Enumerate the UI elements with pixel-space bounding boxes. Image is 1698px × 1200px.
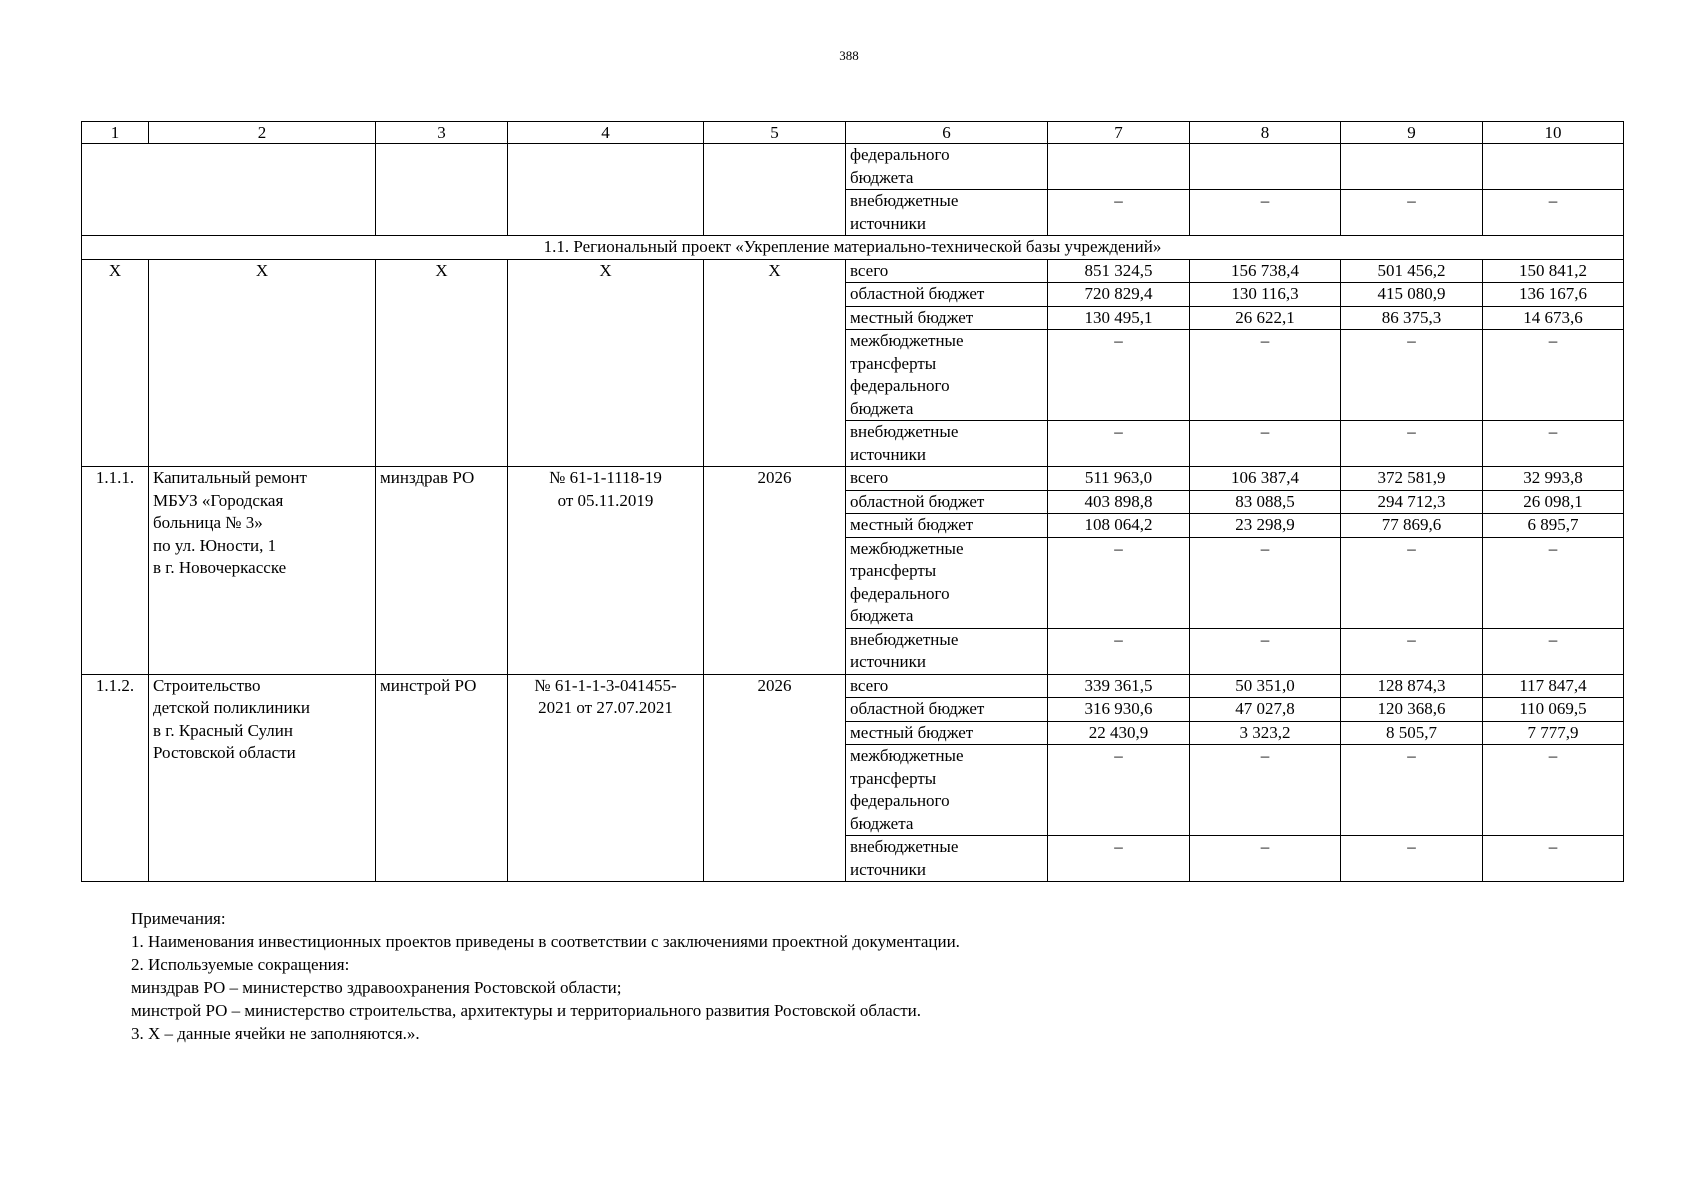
row-label-line: федерального	[850, 376, 950, 395]
value-cell: 120 368,6	[1341, 698, 1483, 722]
section-title-row	[82, 236, 1624, 260]
value-cell: 117 847,4	[1483, 674, 1624, 698]
row-label-line: внебюджетные	[850, 629, 959, 649]
project-org: минздрав РО	[376, 467, 508, 675]
table-row	[82, 144, 1624, 190]
project-name-line: в г. Новочеркасске	[153, 558, 287, 577]
x-mark: Х	[508, 259, 704, 467]
value-cell: 110 069,5	[1483, 698, 1624, 722]
row-label	[846, 283, 1048, 307]
row-label-line: местный бюджет	[850, 515, 974, 534]
value-cell: 3 323,2	[1190, 721, 1341, 745]
empty-cell	[508, 144, 704, 236]
x-mark: Х	[704, 259, 846, 467]
note-line: минздрав РО – министерство здравоохранения Ростовской области;	[131, 978, 622, 997]
note-line: 1. Наименования инвестиционных проектов приведены в соответствии с заключениями проектной документации.	[131, 932, 960, 951]
value-cell: –	[1048, 745, 1190, 836]
col-number: 10	[1483, 122, 1624, 144]
col-number: 3	[376, 122, 508, 144]
row-label-line: местный бюджет	[850, 307, 974, 327]
table-row	[82, 259, 1624, 283]
budget-table	[81, 121, 1624, 882]
value-cell: –	[1341, 628, 1483, 674]
row-label-line: трансферты	[850, 768, 937, 788]
value-cell: –	[1341, 421, 1483, 467]
row-label	[846, 698, 1048, 722]
project-doc	[508, 467, 704, 675]
empty-cell	[376, 144, 508, 236]
value-cell: –	[1341, 537, 1483, 628]
row-label-line: областной бюджет	[850, 284, 985, 303]
row-label	[846, 259, 1048, 283]
row-label	[846, 330, 1048, 421]
row-label-line: межбюджетные	[850, 538, 964, 558]
value-cell: 403 898,8	[1048, 490, 1190, 514]
value-cell: 26 098,1	[1483, 490, 1624, 514]
value-cell: 720 829,4	[1048, 283, 1190, 307]
row-label-line: внебюджетные	[850, 191, 959, 210]
value-cell: 106 387,4	[1190, 467, 1341, 491]
value-cell: 130 116,3	[1190, 283, 1341, 307]
value-cell: –	[1048, 628, 1190, 674]
col-number: 8	[1190, 122, 1341, 144]
value-cell: –	[1048, 190, 1190, 236]
col-number: 7	[1048, 122, 1190, 144]
col-number: 4	[508, 122, 704, 144]
value-cell: 22 430,9	[1048, 721, 1190, 745]
value-cell	[1341, 144, 1483, 190]
value-cell: 136 167,6	[1483, 283, 1624, 307]
row-label-line: источники	[850, 859, 927, 879]
row-label	[846, 490, 1048, 514]
value-cell: 415 080,9	[1341, 283, 1483, 307]
row-label-line: источники	[850, 213, 927, 233]
value-cell: 150 841,2	[1483, 259, 1624, 283]
row-label-line: внебюджетные	[850, 837, 959, 856]
project-year: 2026	[704, 467, 846, 675]
value-cell: 339 361,5	[1048, 674, 1190, 698]
row-label	[846, 721, 1048, 745]
value-cell: 7 777,9	[1483, 721, 1624, 745]
row-label-line: областной бюджет	[850, 699, 985, 718]
value-cell: –	[1190, 190, 1341, 236]
value-cell: –	[1341, 330, 1483, 421]
project-name-line: детской поликлиники	[153, 698, 310, 717]
row-label	[846, 421, 1048, 467]
value-cell: –	[1190, 836, 1341, 882]
project-doc	[508, 674, 704, 882]
value-cell: 32 993,8	[1483, 467, 1624, 491]
row-label-line: всего	[850, 468, 889, 487]
row-label-line: трансферты	[850, 353, 937, 373]
value-cell: 130 495,1	[1048, 306, 1190, 330]
row-label	[846, 537, 1048, 628]
col-number: 6	[846, 122, 1048, 144]
row-label-line: федерального	[850, 583, 950, 603]
value-cell: 26 622,1	[1190, 306, 1341, 330]
row-label	[846, 306, 1048, 330]
value-cell: –	[1048, 421, 1190, 467]
note-line: минстрой РО – министерство строительства, архитектуры и территориального развития Ростовской области.	[131, 1001, 922, 1020]
row-label	[846, 836, 1048, 882]
x-mark: Х	[149, 259, 376, 467]
project-org: минстрой РО	[376, 674, 508, 882]
value-cell: –	[1190, 330, 1341, 421]
value-cell: 501 456,2	[1341, 259, 1483, 283]
value-cell: 128 874,3	[1341, 674, 1483, 698]
value-cell: 6 895,7	[1483, 514, 1624, 538]
project-name-line: Капитальный ремонт	[153, 468, 307, 487]
section-title: 1.1. Региональный проект «Укрепление материально-технической базы учреждений»	[82, 236, 1624, 260]
note-line: 2. Используемые сокращения:	[131, 955, 350, 974]
row-label-line: местный бюджет	[850, 722, 974, 742]
x-mark: Х	[82, 259, 149, 467]
project-number: 1.1.2.	[82, 674, 149, 882]
project-number: 1.1.1.	[82, 467, 149, 675]
row-label-line: источники	[850, 444, 927, 464]
notes	[131, 907, 1581, 1045]
value-cell: –	[1190, 421, 1341, 467]
value-cell	[1190, 144, 1341, 190]
table-body	[82, 122, 1624, 882]
project-name	[149, 674, 376, 882]
empty-cell	[82, 144, 376, 236]
value-cell: 23 298,9	[1190, 514, 1341, 538]
project-name-line: МБУЗ «Городская	[153, 490, 284, 510]
project-name-line: по ул. Юности, 1	[153, 535, 277, 555]
col-number: 9	[1341, 122, 1483, 144]
value-cell: –	[1483, 190, 1624, 236]
project-name-line: Строительство	[153, 675, 261, 695]
project-name-line: Ростовской области	[153, 743, 296, 762]
value-cell: 86 375,3	[1341, 306, 1483, 330]
value-cell: –	[1341, 836, 1483, 882]
row-label-line: областной бюджет	[850, 491, 985, 511]
row-label-line: источники	[850, 652, 927, 671]
project-name-line: больница № 3»	[153, 513, 263, 532]
project-doc-line: 2021 от 27.07.2021	[538, 698, 673, 717]
row-label	[846, 674, 1048, 698]
value-cell: –	[1483, 836, 1624, 882]
note-line: 3. Х – данные ячейки не заполняются.».	[131, 1024, 420, 1043]
row-label-line: бюджета	[850, 167, 914, 187]
x-mark: Х	[376, 259, 508, 467]
value-cell: –	[1048, 836, 1190, 882]
value-cell: –	[1483, 330, 1624, 421]
project-doc-line: от 05.11.2019	[557, 490, 654, 510]
col-number: 1	[82, 122, 149, 144]
value-cell: –	[1190, 745, 1341, 836]
table-row	[82, 674, 1624, 698]
row-label	[846, 745, 1048, 836]
row-label	[846, 190, 1048, 236]
row-label-line: бюджета	[850, 813, 914, 833]
value-cell: 77 869,6	[1341, 514, 1483, 538]
value-cell: 511 963,0	[1048, 467, 1190, 491]
empty-cell	[704, 144, 846, 236]
value-cell: –	[1341, 745, 1483, 836]
value-cell: 47 027,8	[1190, 698, 1341, 722]
table-row	[82, 467, 1624, 491]
col-number: 5	[704, 122, 846, 144]
value-cell	[1048, 144, 1190, 190]
value-cell: 156 738,4	[1190, 259, 1341, 283]
project-doc-line: № 61-1-1118-19	[549, 468, 662, 487]
value-cell: 8 505,7	[1341, 721, 1483, 745]
row-label-line: всего	[850, 260, 889, 280]
project-year: 2026	[704, 674, 846, 882]
value-cell: 851 324,5	[1048, 259, 1190, 283]
value-cell	[1483, 144, 1624, 190]
row-label	[846, 514, 1048, 538]
project-doc-line: № 61-1-1-3-041455-	[534, 675, 677, 695]
value-cell: –	[1048, 537, 1190, 628]
value-cell: –	[1190, 537, 1341, 628]
value-cell: –	[1341, 190, 1483, 236]
column-number-row	[82, 122, 1624, 144]
value-cell: 294 712,3	[1341, 490, 1483, 514]
value-cell: 83 088,5	[1190, 490, 1341, 514]
page-number: 388	[839, 48, 859, 63]
value-cell: –	[1483, 537, 1624, 628]
value-cell: –	[1048, 330, 1190, 421]
project-name	[149, 467, 376, 675]
row-label-line: федерального	[850, 791, 950, 810]
notes-title: Примечания:	[131, 909, 226, 928]
row-label	[846, 144, 1048, 190]
row-label-line: бюджета	[850, 398, 914, 418]
row-label-line: внебюджетные	[850, 422, 959, 441]
row-label-line: всего	[850, 675, 889, 695]
row-label-line: федерального	[850, 145, 950, 164]
col-number: 2	[149, 122, 376, 144]
row-label-line: межбюджетные	[850, 746, 964, 765]
value-cell: 316 930,6	[1048, 698, 1190, 722]
project-name-line: в г. Красный Сулин	[153, 720, 293, 740]
value-cell: 50 351,0	[1190, 674, 1341, 698]
row-label-line: бюджета	[850, 606, 914, 625]
value-cell: –	[1483, 628, 1624, 674]
row-label	[846, 628, 1048, 674]
row-label-line: трансферты	[850, 561, 937, 580]
value-cell: 108 064,2	[1048, 514, 1190, 538]
row-label-line: межбюджетные	[850, 331, 964, 350]
value-cell: –	[1190, 628, 1341, 674]
value-cell: 372 581,9	[1341, 467, 1483, 491]
value-cell: –	[1483, 421, 1624, 467]
value-cell: –	[1483, 745, 1624, 836]
value-cell: 14 673,6	[1483, 306, 1624, 330]
row-label	[846, 467, 1048, 491]
